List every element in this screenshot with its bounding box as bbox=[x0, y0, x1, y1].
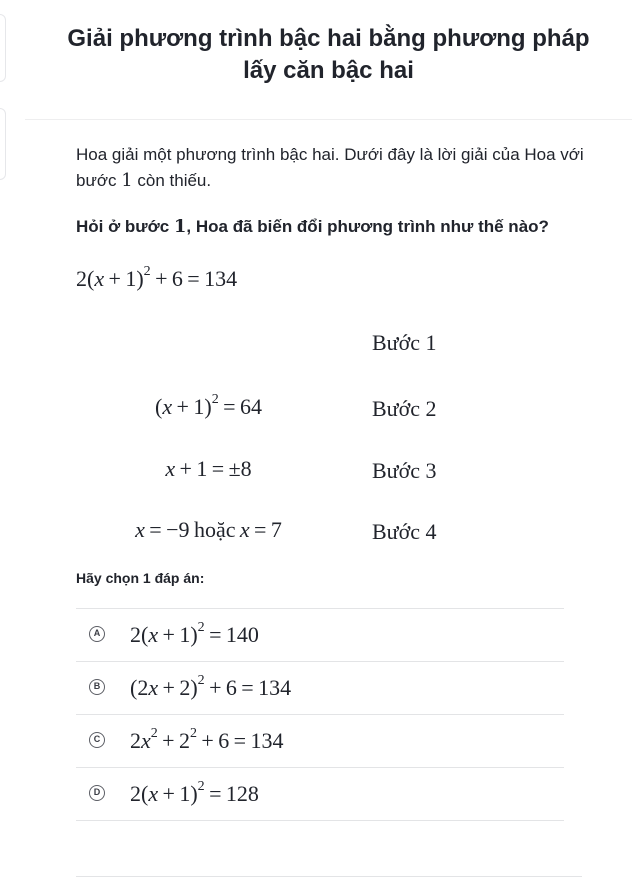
choice-b-equation: $(2x + 2)^2 + 6 = 134$ bbox=[130, 673, 292, 700]
intro-step-number: 1 bbox=[121, 170, 133, 191]
choice-c[interactable] bbox=[76, 715, 564, 768]
page-title: Giải phương trình bậc hai bằng phương pháp lấy căn bậc hai bbox=[67, 25, 590, 84]
exercise-panel bbox=[25, 0, 632, 885]
question-text-before: Hỏi ở bước bbox=[76, 217, 174, 236]
choice-a-radio[interactable]: A bbox=[89, 626, 105, 642]
step-row-2 bbox=[76, 388, 586, 428]
choice-c-equation: $2x^2 + 2^2 + 6 = 134$ bbox=[130, 726, 284, 753]
problem-question bbox=[76, 216, 549, 237]
step-row-4 bbox=[76, 511, 586, 551]
step-3-label: Bước 3 bbox=[372, 458, 437, 483]
choice-a-equation: $2(x + 1)^2 = 140$ bbox=[130, 620, 259, 647]
step-4-equation: x = −9 hoặc x = 7 bbox=[135, 517, 282, 542]
choice-d-equation: $2(x + 1)^2 = 128$ bbox=[130, 779, 259, 806]
given-equation: $2(x + 1)^2 + 6 = 134$ bbox=[76, 264, 238, 291]
side-card-middle bbox=[0, 108, 6, 180]
problem-intro bbox=[76, 142, 586, 194]
choice-prompt: Hãy chọn 1 đáp án: bbox=[76, 570, 205, 586]
footer-divider bbox=[76, 876, 582, 877]
side-card-top bbox=[0, 14, 6, 82]
step-3-equation: x + 1 = ±8 bbox=[165, 456, 252, 481]
step-4-label: Bước 4 bbox=[372, 519, 437, 544]
choice-d-radio[interactable]: D bbox=[89, 785, 105, 801]
step-1-label: Bước 1 bbox=[372, 330, 437, 355]
title-divider bbox=[25, 119, 632, 120]
question-step-number: 1 bbox=[173, 216, 187, 237]
question-text-after: , Hoa đã biến đổi phương trình như thế nào? bbox=[186, 217, 549, 236]
problem-content bbox=[76, 142, 586, 806]
step-2-label: Bước 2 bbox=[372, 396, 437, 421]
choice-d[interactable] bbox=[76, 768, 564, 821]
intro-text-after: còn thiếu. bbox=[132, 171, 212, 190]
choice-b[interactable] bbox=[76, 662, 564, 715]
choice-a[interactable] bbox=[76, 609, 564, 662]
intro-text-before: Hoa giải một phương trình bậc hai. Dưới đây là lời giải của Hoa với bước bbox=[76, 145, 584, 190]
step-2-equation: $(x + 1)^2 = 64$ bbox=[155, 392, 262, 419]
step-row-1 bbox=[76, 322, 586, 362]
choice-c-radio[interactable]: C bbox=[89, 732, 105, 748]
answer-choices bbox=[76, 608, 564, 821]
choice-b-radio[interactable]: B bbox=[89, 679, 105, 695]
step-row-3 bbox=[76, 450, 586, 490]
